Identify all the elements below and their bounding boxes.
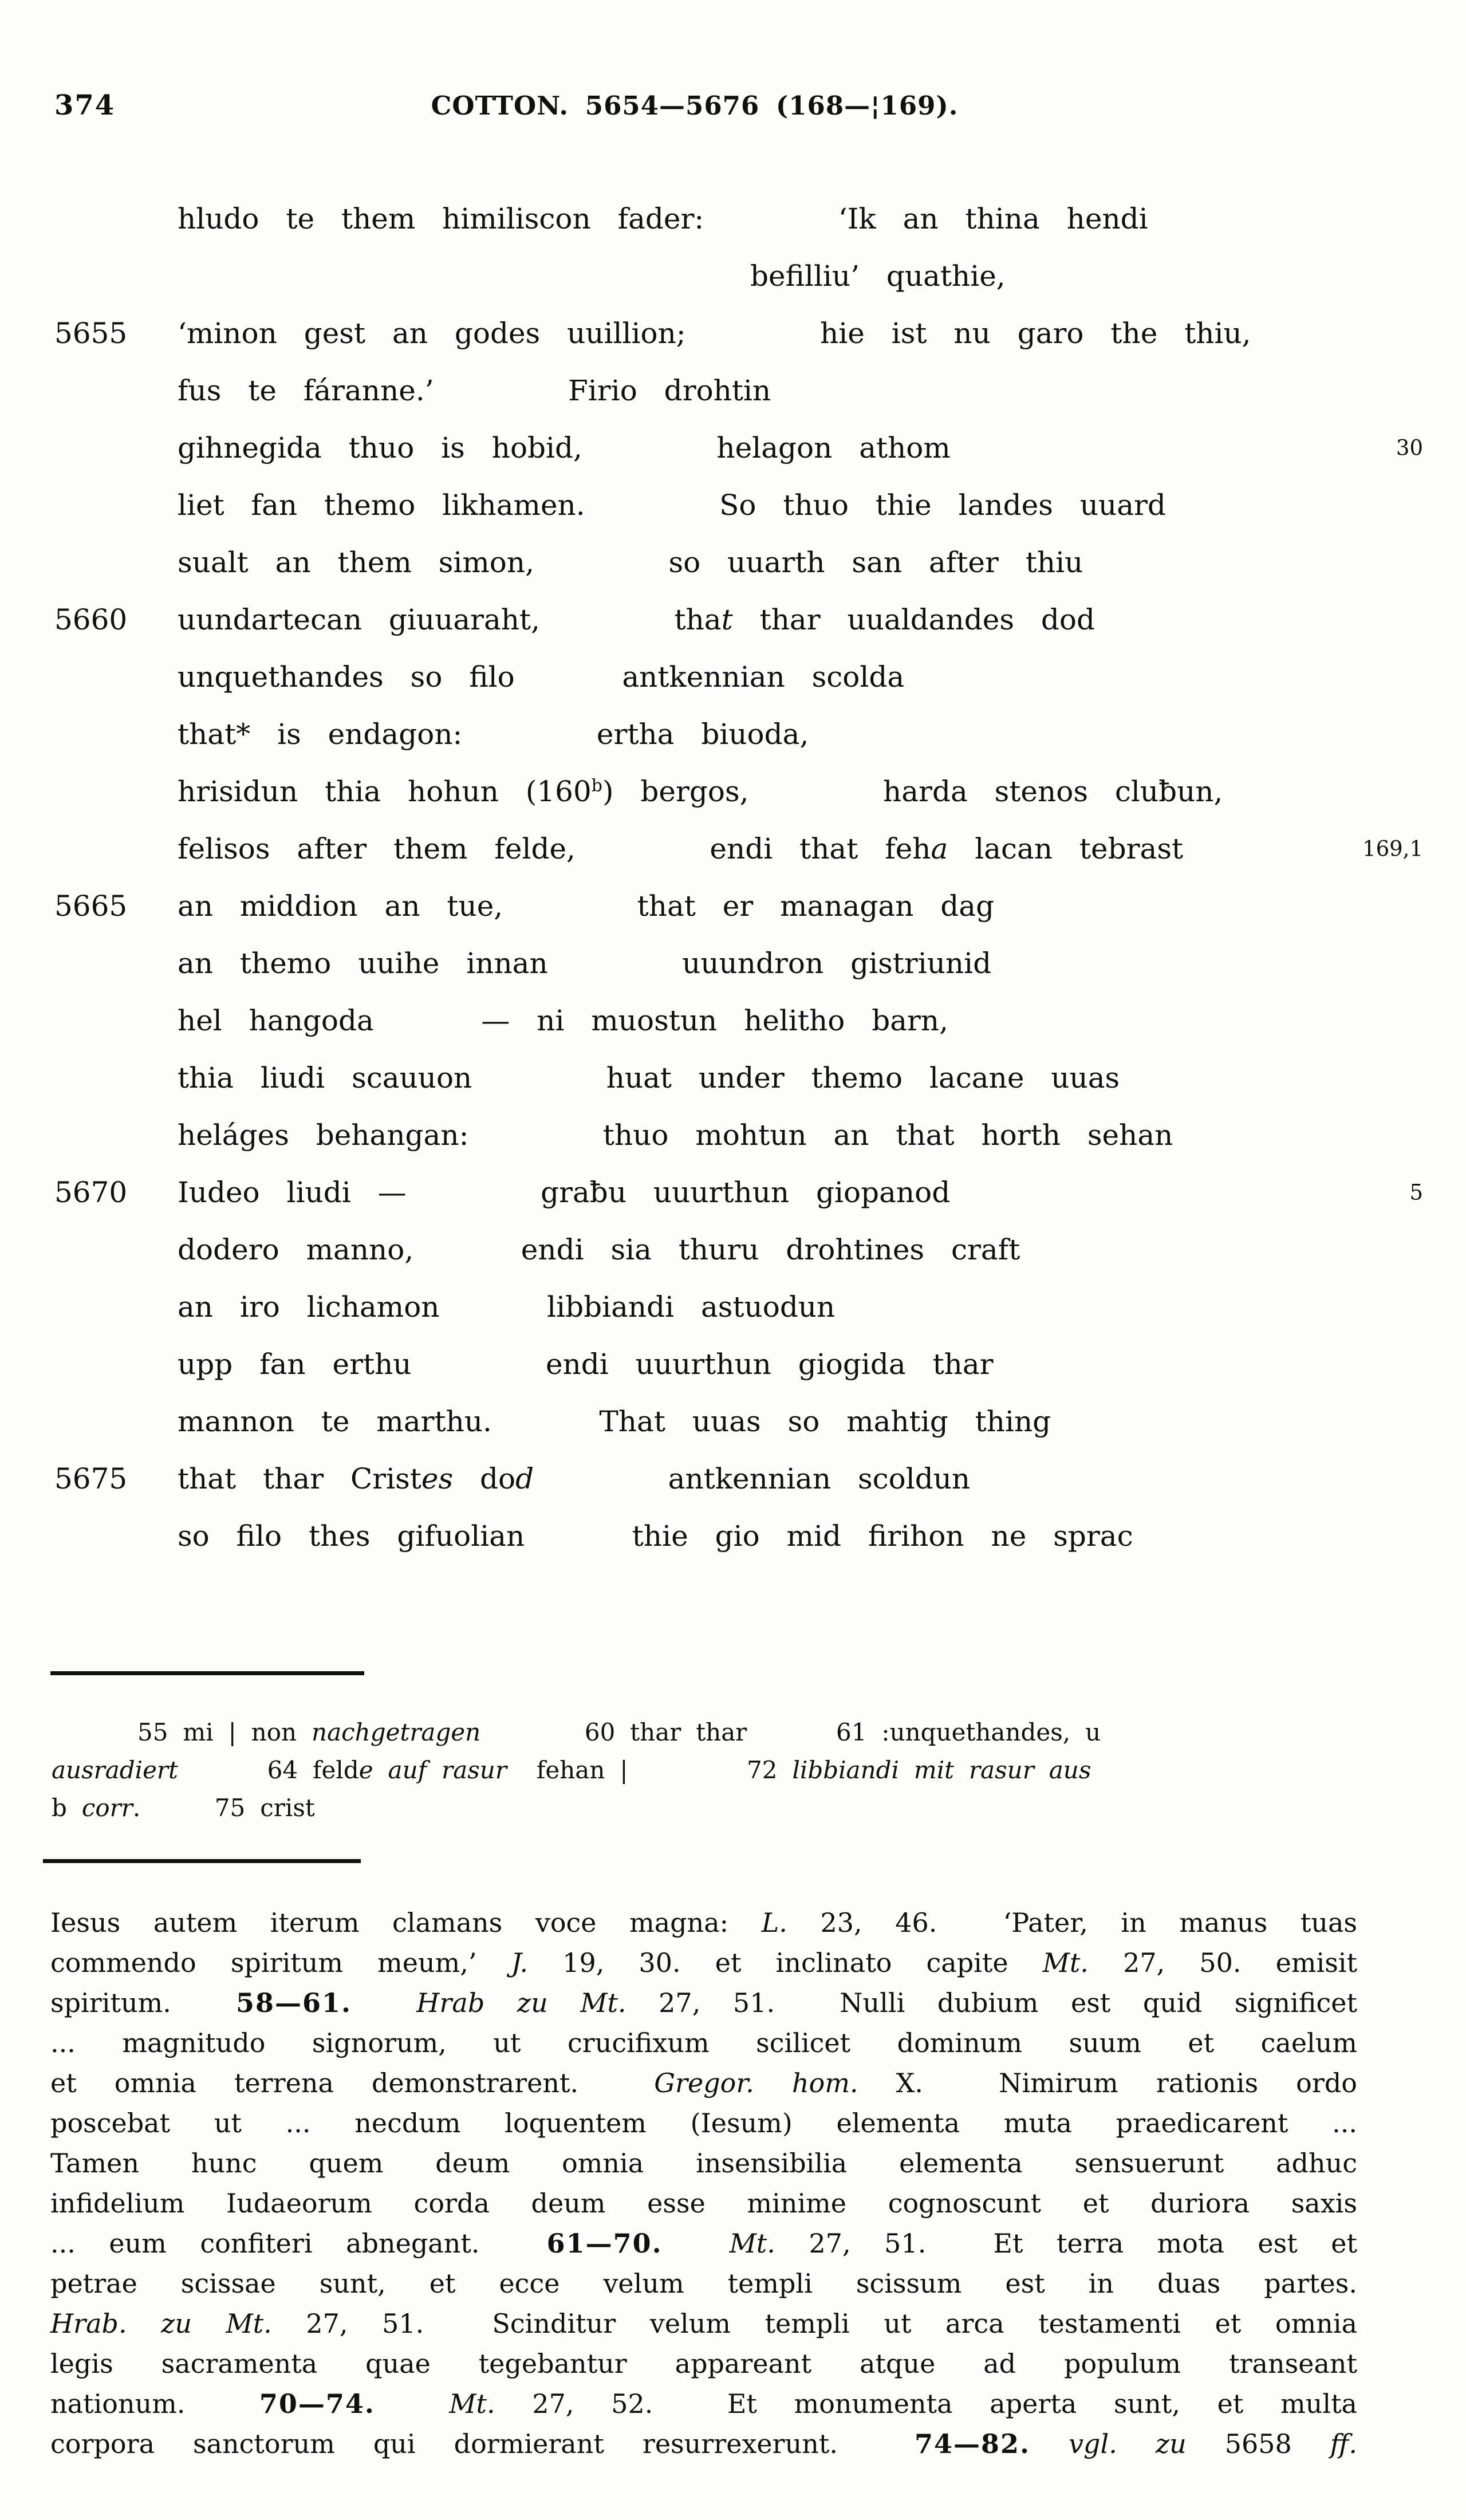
verse-line [54,1450,1423,1507]
commentary-line: Iesus autem iterum clamans voce magna: L. 23, 46. ‘Pater, in manus tuas [50,1907,1358,1938]
verse-line [54,1049,1423,1107]
verse-text: dodero manno, endi sia thuru drohtines craft [178,1233,1020,1266]
verse-number: 5675 [54,1462,128,1495]
verse-line [54,419,1423,477]
verse-line [54,992,1423,1049]
verse-line [54,1507,1423,1565]
verse-line [54,305,1423,362]
verse-text: mannon te marthu. That uuas so mahtig thing [178,1405,1051,1438]
commentary-line: nationum. 70—74. Mt. 27, 52. Et monumenta aperta sunt, et multa [50,2388,1357,2419]
commentary-line: corpora sanctorum qui dormierant resurrexerunt. 74—82. vgl. zu 5658 ff. [50,2428,1357,2459]
verse-number: 5660 [54,603,128,636]
verse-text: uundartecan giuuaraht, that thar uualdandes dod [178,603,1095,636]
commentary-line: legis sacramenta quae tegebantur appareant atque ad populum transeant [50,2348,1357,2379]
verse-text: upp fan erthu endi uuurthun giogida thar [178,1348,994,1381]
verse-text: hel hangoda — ni muostun helitho barn, [178,1004,949,1037]
verse-text: that thar Cristes dod antkennian scoldun [178,1462,971,1495]
commentary-line: spiritum. 58—61. Hrab zu Mt. 27, 51. Nulli dubium est quid significet [50,1987,1357,2018]
verse-line [54,591,1423,648]
verse-line [54,477,1423,534]
verse-text: sualt an them simon, so uuarth san after thiu [178,546,1083,579]
critical-apparatus [52,1714,1380,1827]
apparatus-line: 55 mi | non nachgetragen 60 thar thar 61 :unquethandes, u [137,1718,1101,1746]
verse-text: ‘minon gest an godes uuillion; hie ist nu garo the thiu, [178,317,1251,350]
verse-block [54,190,1423,1565]
verse-text: befilliu’ quathie, [750,259,1006,293]
verse-line [54,362,1423,419]
verse-line [54,763,1423,820]
commentary-line: et omnia terrena demonstrarent. Gregor. hom. X. Nimirum rationis ordo [50,2068,1357,2098]
verse-text: unquethandes so filo antkennian scolda [178,660,905,694]
verse-text: that* is endagon: ertha biuoda, [178,718,809,751]
commentary-line: commendo spiritum meum,’ J. 19, 30. et inclinato capite Mt. 27, 50. emisit [50,1947,1357,1978]
verse-line [54,1221,1423,1278]
commentary-line: ... eum confiteri abnegant. 61—70. Mt. 27, 51. Et terra mota est et [50,2228,1357,2259]
commentary-block [50,1903,1357,2464]
commentary-line: Hrab. zu Mt. 27, 51. Scinditur velum templi ut arca testamenti et omnia [50,2308,1358,2339]
margin-number: 169,1 [1362,836,1423,861]
verse-number: 5655 [54,317,128,350]
verse-text: Iudeo liudi — graƀu uuurthun giopanod [178,1176,951,1209]
verse-line [54,247,1423,305]
verse-line [54,648,1423,706]
apparatus-line: ausradiert 64 felde auf rasur fehan | 72 libbiandi mit rasur aus [52,1756,1091,1784]
verse-text: hrisidun thia hohun (160$^b$) bergos, harda stenos cluƀun, [178,775,1223,808]
verse-number: 5670 [54,1176,128,1209]
running-title: COTTON. 5654—5676 (168—¦169). [431,90,959,121]
verse-text: hludo te them himiliscon fader: ‘Ik an thina hendi [178,202,1148,235]
verse-line [54,190,1423,247]
commentary-line: ... magnitudo signorum, ut crucifixum scilicet dominum suum et caelum [50,2027,1357,2058]
verse-line [54,877,1423,935]
verse-text: an iro lichamon libbiandi astuodun [178,1290,836,1324]
verse-line [54,1393,1423,1450]
commentary-divider-rule [43,1859,361,1863]
verse-number: 5665 [54,889,128,923]
commentary-line: petrae scissae sunt, et ecce velum templi scissum est in duas partes. [50,2268,1357,2299]
apparatus-line: b corr. 75 crist [52,1794,315,1822]
verse-text: fus te fáranne.’ Firio drohtin [178,374,771,407]
verse-text: heláges behangan: thuo mohtun an that horth sehan [178,1119,1173,1152]
apparatus-divider-rule [50,1671,364,1675]
page-number: 374 [54,89,116,121]
commentary-line: poscebat ut ... necdum loquentem (Iesum) elementa muta praedicarent ... [50,2108,1357,2139]
verse-text: liet fan themo likhamen. So thuo thie landes uuard [178,489,1166,522]
verse-text: gihnegida thuo is hobid, helagon athom [178,431,951,464]
verse-line [54,534,1423,591]
margin-number: 5 [1409,1180,1423,1205]
commentary-line: infidelium Iudaeorum corda deum esse minime cognoscunt et duriora saxis [50,2188,1357,2219]
commentary-line: Tamen hunc quem deum omnia insensibilia elementa sensuerunt adhuc [50,2148,1357,2179]
verse-line [54,1164,1423,1221]
verse-line [54,1278,1423,1336]
verse-line [54,1107,1423,1164]
margin-number: 30 [1396,435,1423,460]
verse-line [54,706,1423,763]
verse-text: an middion an tue, that er managan dag [178,889,995,923]
verse-text: an themo uuihe innan uuundron gistriunid [178,947,992,980]
verse-text: so filo thes gifuolian thie gio mid firihon ne sprac [178,1519,1133,1553]
verse-text: felisos after them felde, endi that feha lacan tebrast [178,832,1184,865]
verse-line [54,935,1423,992]
verse-line [54,1336,1423,1393]
verse-text: thia liudi scauuon huat under themo lacane uuas [178,1061,1120,1094]
verse-line [54,820,1423,877]
